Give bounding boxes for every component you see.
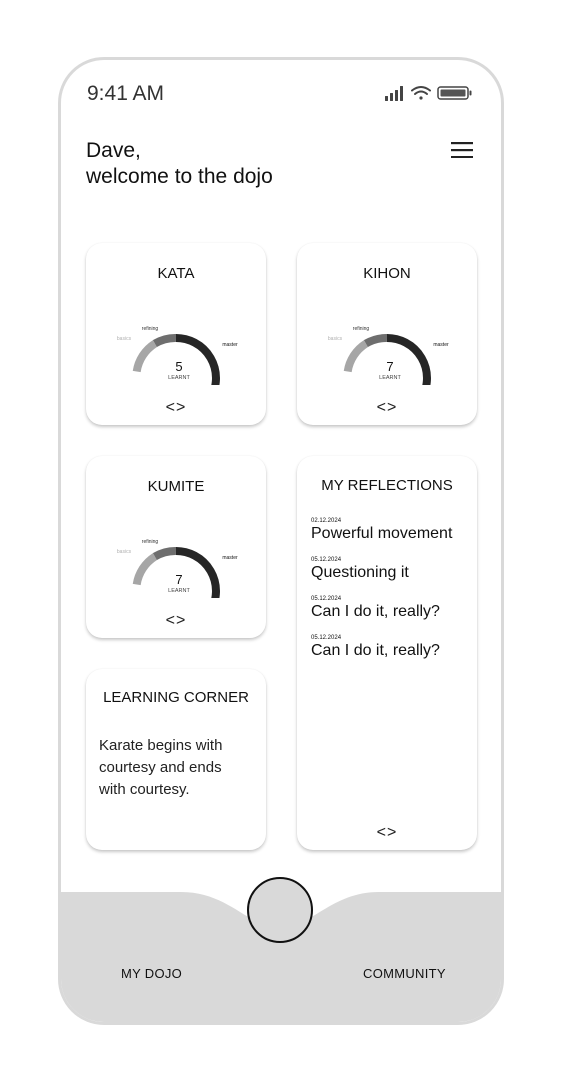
reflections-list xyxy=(311,518,469,674)
learning-corner-text: Karate begins with courtesy and ends with courtesy. xyxy=(99,737,223,798)
gauge-learnt-label: LEARNT xyxy=(379,375,401,381)
reflection-item[interactable] xyxy=(311,596,469,621)
battery-icon xyxy=(438,87,472,99)
gauge-label-refining: refining xyxy=(352,326,370,332)
kata-progress-gauge xyxy=(106,295,246,385)
reflection-date: 05.12.2024 xyxy=(311,557,342,563)
reflection-date: 05.12.2024 xyxy=(311,596,342,602)
wifi-icon xyxy=(412,87,430,100)
gauge-count: 7 xyxy=(175,572,183,587)
hamburger-menu-icon[interactable] xyxy=(451,142,473,158)
kata-pager-chevrons-icon[interactable]: <> xyxy=(165,399,187,416)
signal-icon xyxy=(385,86,403,101)
reflection-item[interactable] xyxy=(311,518,469,543)
status-icons xyxy=(385,85,473,101)
home-button[interactable] xyxy=(247,877,313,943)
kumite-title: KUMITE xyxy=(147,478,205,495)
gauge-label-master: master xyxy=(222,342,238,348)
kata-title: KATA xyxy=(157,265,195,282)
learning-corner-title: LEARNING CORNER xyxy=(103,689,249,706)
gauge-label-refining: refining xyxy=(141,539,159,545)
reflection-date: 02.12.2024 xyxy=(311,518,342,524)
status-time: 9:41 AM xyxy=(87,82,165,105)
kumite-card[interactable] xyxy=(86,456,266,638)
reflection-date: 05.12.2024 xyxy=(311,635,342,641)
kumite-progress-gauge xyxy=(106,508,246,598)
gauge-label-master: master xyxy=(433,342,449,348)
gauge-count: 7 xyxy=(386,359,394,374)
reflection-text: Can I do it, really? xyxy=(311,603,440,620)
gauge-learnt-label: LEARNT xyxy=(168,588,190,594)
gauge-count: 5 xyxy=(175,359,183,374)
reflection-text: Powerful movement xyxy=(311,525,453,542)
reflections-pager-chevrons-icon[interactable]: <> xyxy=(376,824,398,841)
kata-card[interactable] xyxy=(86,243,266,425)
nav-my-dojo[interactable]: MY DOJO xyxy=(121,966,183,981)
kihon-title: KIHON xyxy=(363,265,411,282)
kihon-card[interactable] xyxy=(297,243,477,425)
kihon-pager-chevrons-icon[interactable]: <> xyxy=(376,399,398,416)
kihon-progress-gauge xyxy=(317,295,457,385)
gauge-label-refining: refining xyxy=(141,326,159,332)
gauge-label-master: master xyxy=(222,555,238,561)
greeting-welcome: welcome to the dojo xyxy=(86,165,273,188)
nav-community[interactable]: COMMUNITY xyxy=(363,966,446,981)
gauge-learnt-label: LEARNT xyxy=(168,375,190,381)
gauge-label-basics: basics xyxy=(327,336,343,342)
reflections-title: MY REFLECTIONS xyxy=(321,477,453,494)
reflection-text: Questioning it xyxy=(311,564,409,581)
gauge-label-basics: basics xyxy=(116,549,132,555)
learning-corner-card xyxy=(86,669,266,850)
greeting-name: Dave, xyxy=(86,139,141,162)
kumite-pager-chevrons-icon[interactable]: <> xyxy=(165,612,187,629)
reflection-item[interactable] xyxy=(311,557,469,582)
gauge-label-basics: basics xyxy=(116,336,132,342)
reflection-item[interactable] xyxy=(311,635,469,660)
reflection-text: Can I do it, really? xyxy=(311,642,440,659)
phone-frame xyxy=(58,57,504,1025)
greeting xyxy=(86,138,273,190)
reflections-card[interactable] xyxy=(297,456,477,850)
